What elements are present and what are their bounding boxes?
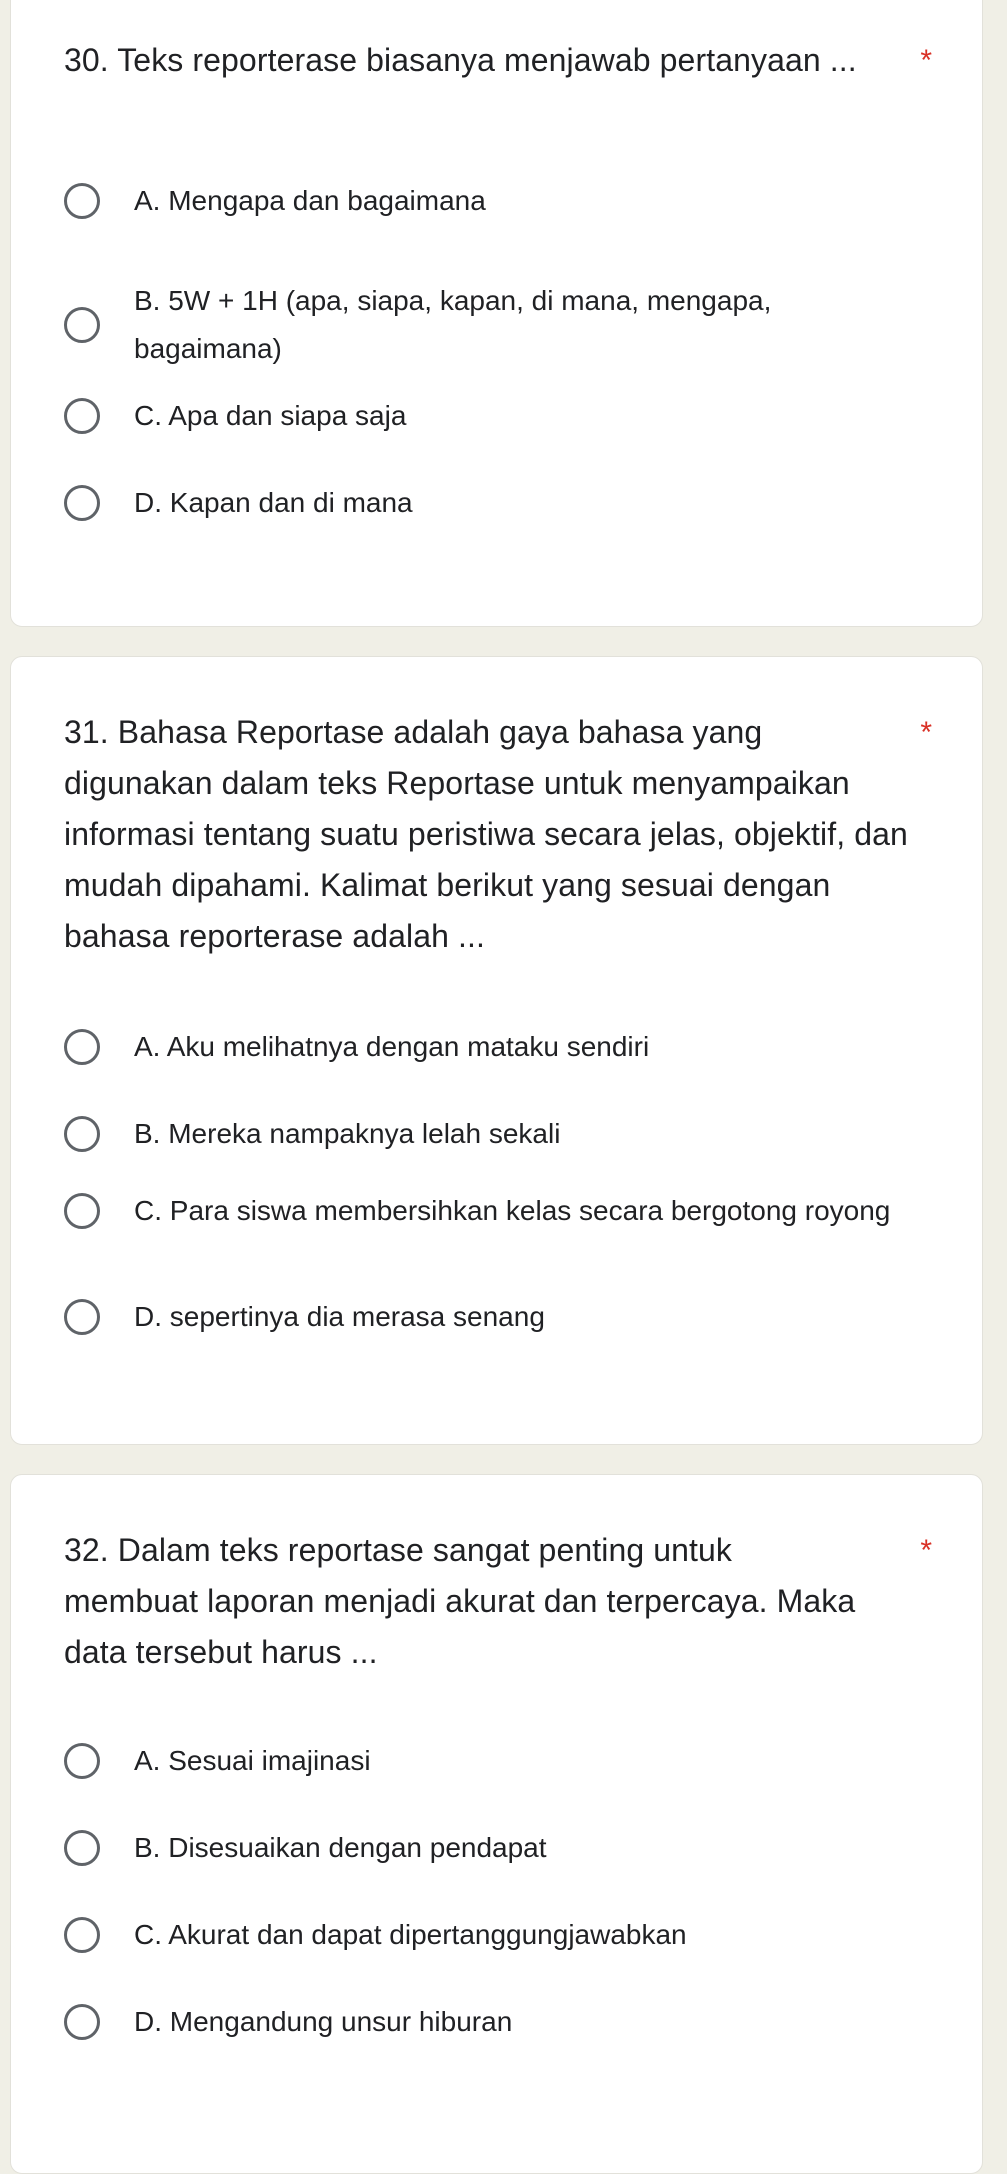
option-a[interactable] (64, 177, 924, 225)
radio-button-icon[interactable] (64, 1299, 100, 1335)
option-label: A. Aku melihatnya dengan mataku sendiri (134, 1031, 650, 1062)
option-label: B. Mereka nampaknya lelah sekali (134, 1118, 561, 1149)
radio-button-icon[interactable] (64, 307, 100, 343)
option-label: D. Mengandung unsur hiburan (134, 2006, 513, 2037)
option-b[interactable] (64, 1824, 924, 1872)
option-label: B. Disesuaikan dengan pendapat (134, 1832, 547, 1863)
required-asterisk: * (920, 1534, 932, 1567)
option-a[interactable] (64, 1023, 924, 1071)
radio-button-icon[interactable] (64, 485, 100, 521)
radio-button-icon[interactable] (64, 1917, 100, 1953)
question-text: 32. Dalam teks reportase sangat penting untuk membuat laporan menjadi akurat dan terpercaya. Maka data tersebut harus ... (64, 1532, 856, 1670)
option-label: A. Mengapa dan bagaimana (134, 185, 486, 216)
radio-button-icon[interactable] (64, 398, 100, 434)
radio-button-icon[interactable] (64, 1193, 100, 1229)
radio-button-icon[interactable] (64, 2004, 100, 2040)
option-label: D. sepertinya dia merasa senang (134, 1301, 545, 1332)
option-label: C. Apa dan siapa saja (134, 400, 407, 431)
option-b[interactable] (64, 277, 924, 373)
option-c[interactable] (64, 392, 924, 440)
option-label: B. 5W + 1H (apa, siapa, kapan, di mana, mengapa, bagaimana) (134, 285, 772, 364)
question-card-32 (10, 1474, 983, 2174)
option-c[interactable] (64, 1187, 924, 1235)
radio-button-icon[interactable] (64, 1743, 100, 1779)
option-label: C. Para siswa membersihkan kelas secara bergotong royong (134, 1195, 891, 1226)
radio-button-icon[interactable] (64, 1116, 100, 1152)
option-a[interactable] (64, 1737, 924, 1785)
option-label: A. Sesuai imajinasi (134, 1745, 371, 1776)
radio-button-icon[interactable] (64, 1830, 100, 1866)
radio-button-icon[interactable] (64, 1029, 100, 1065)
required-asterisk: * (920, 44, 932, 77)
option-b[interactable] (64, 1110, 924, 1158)
option-c[interactable] (64, 1911, 924, 1959)
option-d[interactable] (64, 1293, 924, 1341)
question-card-30 (10, 0, 983, 627)
option-label: D. Kapan dan di mana (134, 487, 413, 518)
question-text: 31. Bahasa Reportase adalah gaya bahasa yang digunakan dalam teks Reportase untuk menyampaikan informasi tentang suatu peristiwa secara jelas, objektif, dan mudah dipahami. Kalimat berikut yang sesuai dengan bahasa reporterase adalah ... (64, 714, 908, 954)
question-card-31 (10, 656, 983, 1445)
question-text: 30. Teks reporterase biasanya menjawab pertanyaan ... (64, 42, 857, 78)
required-asterisk: * (920, 716, 932, 749)
option-d[interactable] (64, 1998, 924, 2046)
radio-button-icon[interactable] (64, 183, 100, 219)
option-d[interactable] (64, 479, 924, 527)
option-label: C. Akurat dan dapat dipertanggungjawabkan (134, 1919, 687, 1950)
